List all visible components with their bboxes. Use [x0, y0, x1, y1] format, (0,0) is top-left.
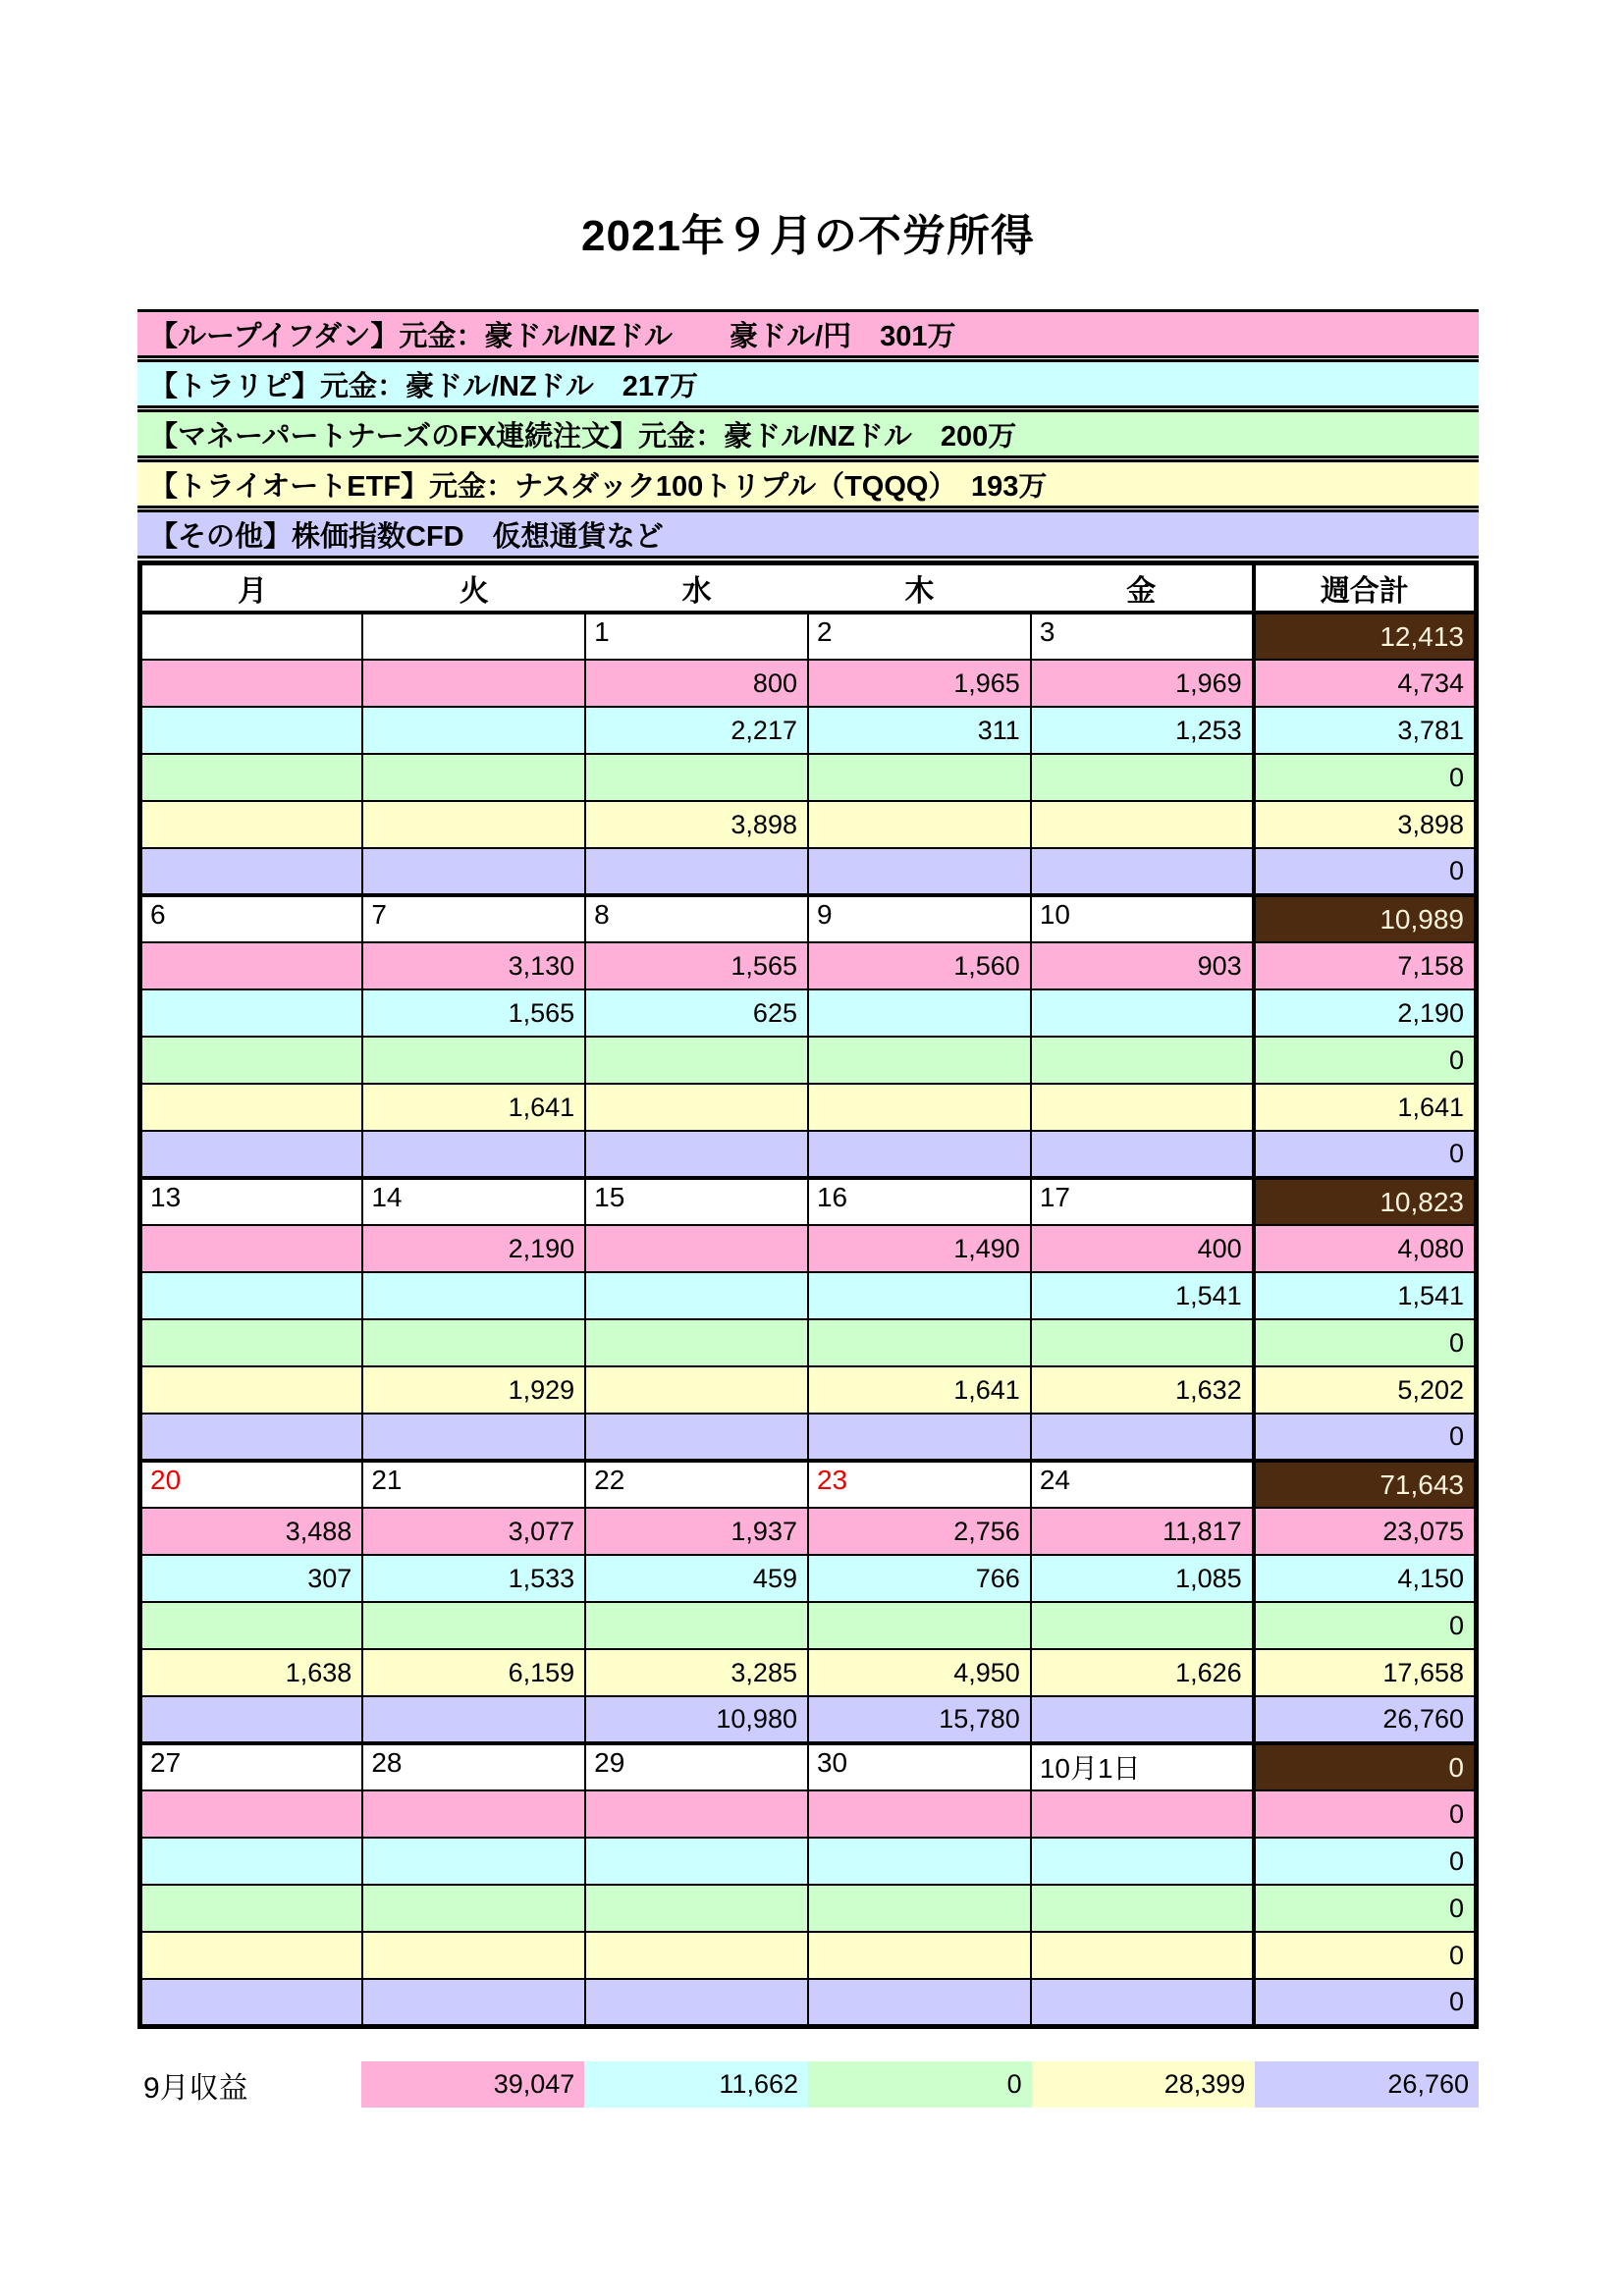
value-cell-trarip	[808, 1272, 1031, 1319]
value-cell-other	[362, 848, 585, 895]
legend-item-loop	[137, 309, 1479, 358]
col-header-tue: 火	[362, 563, 585, 614]
row-total-cell-moneypartners: 0	[1254, 1885, 1477, 1932]
day-cell: 23	[808, 1461, 1031, 1508]
monthly-summary-label: 9月収益	[143, 2071, 248, 2105]
value-cell-other	[1031, 1414, 1254, 1461]
value-cell-triauto	[585, 1084, 808, 1131]
day-cell: 6	[140, 895, 363, 942]
value-cell-loop	[585, 1225, 808, 1272]
value-cell-trarip	[362, 1838, 585, 1885]
week-3-row-moneypartners	[140, 1319, 1477, 1366]
value-cell-trarip	[585, 1272, 808, 1319]
value-cell-triauto	[140, 1932, 363, 1979]
value-cell-trarip: 1,085	[1031, 1555, 1254, 1602]
summary-value-loop: 39,047	[361, 2061, 585, 2108]
value-cell-moneypartners	[808, 754, 1031, 801]
legend-item-label: 【マネーパートナーズのFX連続注文】元金：豪ドル/NZドル 200万	[149, 420, 1017, 453]
value-cell-trarip: 311	[808, 707, 1031, 754]
value-cell-loop	[140, 660, 363, 707]
day-cell: 1	[585, 613, 808, 660]
week-3-row-loop	[140, 1225, 1477, 1272]
page-title: 2021年９月の不労所得	[581, 212, 1035, 260]
value-cell-triauto: 3,898	[585, 801, 808, 848]
value-cell-loop: 1,965	[808, 660, 1031, 707]
week-4-row-trarip	[140, 1555, 1477, 1602]
value-cell-trarip	[1031, 989, 1254, 1037]
day-cell: 24	[1031, 1461, 1254, 1508]
value-cell-moneypartners	[362, 754, 585, 801]
value-cell-triauto	[585, 1932, 808, 1979]
week-5-row-moneypartners	[140, 1885, 1477, 1932]
value-cell-triauto	[140, 1084, 363, 1131]
value-cell-loop	[362, 1790, 585, 1838]
row-total-cell-triauto: 17,658	[1254, 1649, 1477, 1696]
value-cell-other	[1031, 1131, 1254, 1178]
day-cell: 15	[585, 1178, 808, 1225]
value-cell-loop: 3,130	[362, 942, 585, 989]
day-cell: 3	[1031, 613, 1254, 660]
value-cell-loop	[808, 1790, 1031, 1838]
week-4-row-other	[140, 1696, 1477, 1743]
value-cell-trarip	[140, 1838, 363, 1885]
row-total-cell-trarip: 4,150	[1254, 1555, 1477, 1602]
week-1-row-trarip	[140, 707, 1477, 754]
row-total-cell-other: 0	[1254, 1979, 1477, 2026]
value-cell-triauto: 6,159	[362, 1649, 585, 1696]
col-header-wed: 水	[585, 563, 808, 614]
week-5-row-triauto	[140, 1932, 1477, 1979]
row-total-cell-other: 0	[1254, 1414, 1477, 1461]
day-cell: 28	[362, 1743, 585, 1790]
legend-item-label: 【ループイフダン】元金：豪ドル/NZドル 豪ドル/円 301万	[149, 320, 956, 352]
value-cell-loop	[140, 942, 363, 989]
value-cell-triauto	[1031, 801, 1254, 848]
value-cell-other	[1031, 1979, 1254, 2026]
value-cell-moneypartners	[362, 1319, 585, 1366]
row-total-cell-other: 0	[1254, 1131, 1477, 1178]
value-cell-other	[808, 848, 1031, 895]
value-cell-triauto: 1,626	[1031, 1649, 1254, 1696]
value-cell-loop: 1,490	[808, 1225, 1031, 1272]
col-header-mon: 月	[140, 563, 363, 614]
week-3-row-other	[140, 1414, 1477, 1461]
value-cell-moneypartners	[140, 1319, 363, 1366]
value-cell-triauto: 3,285	[585, 1649, 808, 1696]
value-cell-loop: 1,969	[1031, 660, 1254, 707]
value-cell-other	[585, 848, 808, 895]
value-cell-moneypartners	[1031, 1602, 1254, 1649]
day-cell: 7	[362, 895, 585, 942]
value-cell-other	[585, 1131, 808, 1178]
summary-value-moneypartners: 0	[808, 2061, 1032, 2108]
value-cell-other	[362, 1979, 585, 2026]
col-header-week-total: 週合計	[1254, 563, 1477, 614]
value-cell-other	[140, 1131, 363, 1178]
value-cell-trarip: 766	[808, 1555, 1031, 1602]
value-cell-other	[140, 1696, 363, 1743]
value-cell-loop: 3,077	[362, 1508, 585, 1555]
value-cell-other	[362, 1696, 585, 1743]
value-cell-other	[1031, 1696, 1254, 1743]
value-cell-other	[362, 1414, 585, 1461]
row-total-cell-triauto: 1,641	[1254, 1084, 1477, 1131]
day-cell: 8	[585, 895, 808, 942]
week-total-cell: 10,989	[1254, 895, 1477, 942]
week-4-day-row	[140, 1461, 1477, 1508]
row-total-cell-moneypartners: 0	[1254, 754, 1477, 801]
value-cell-other	[585, 1979, 808, 2026]
week-4-row-loop	[140, 1508, 1477, 1555]
value-cell-moneypartners	[1031, 1319, 1254, 1366]
row-total-cell-moneypartners: 0	[1254, 1602, 1477, 1649]
week-2-row-trarip	[140, 989, 1477, 1037]
week-5-row-loop	[140, 1790, 1477, 1838]
value-cell-moneypartners	[362, 1602, 585, 1649]
value-cell-trarip	[808, 1838, 1031, 1885]
week-1-day-row	[140, 613, 1477, 660]
value-cell-trarip	[140, 989, 363, 1037]
summary-value-trarip: 11,662	[584, 2061, 808, 2108]
day-cell: 20	[140, 1461, 363, 1508]
value-cell-loop: 1,937	[585, 1508, 808, 1555]
calendar-header-row	[140, 563, 1477, 614]
summary-value-triauto: 28,399	[1032, 2061, 1256, 2108]
legend-item-moneypartners	[137, 409, 1479, 458]
value-cell-loop: 1,565	[585, 942, 808, 989]
week-total-cell: 0	[1254, 1743, 1477, 1790]
category-legend	[137, 309, 1479, 560]
value-cell-loop: 3,488	[140, 1508, 363, 1555]
week-total-cell: 71,643	[1254, 1461, 1477, 1508]
value-cell-trarip: 1,541	[1031, 1272, 1254, 1319]
value-cell-trarip	[140, 1272, 363, 1319]
value-cell-moneypartners	[585, 754, 808, 801]
day-cell: 14	[362, 1178, 585, 1225]
value-cell-loop	[585, 1790, 808, 1838]
value-cell-triauto: 4,950	[808, 1649, 1031, 1696]
value-cell-moneypartners	[362, 1037, 585, 1084]
income-calendar	[137, 561, 1479, 2029]
value-cell-other	[808, 1131, 1031, 1178]
value-cell-triauto	[140, 1366, 363, 1414]
week-total-cell: 10,823	[1254, 1178, 1477, 1225]
week-1-row-other	[140, 848, 1477, 895]
value-cell-triauto	[808, 1084, 1031, 1131]
summary-value-other: 26,760	[1255, 2061, 1479, 2108]
day-cell: 10	[1031, 895, 1254, 942]
week-3-row-trarip	[140, 1272, 1477, 1319]
legend-item-triauto	[137, 459, 1479, 508]
value-cell-loop: 800	[585, 660, 808, 707]
day-cell	[140, 613, 363, 660]
value-cell-triauto	[1031, 1084, 1254, 1131]
calendar-header	[140, 563, 1477, 614]
value-cell-moneypartners	[140, 754, 363, 801]
day-cell: 21	[362, 1461, 585, 1508]
value-cell-moneypartners	[140, 1602, 363, 1649]
value-cell-trarip	[140, 707, 363, 754]
week-5-row-other	[140, 1979, 1477, 2026]
value-cell-trarip: 1,565	[362, 989, 585, 1037]
row-total-cell-trarip: 2,190	[1254, 989, 1477, 1037]
week-2-day-row	[140, 895, 1477, 942]
day-cell: 22	[585, 1461, 808, 1508]
col-header-thu: 木	[808, 563, 1031, 614]
week-1-row-triauto	[140, 801, 1477, 848]
value-cell-other: 15,780	[808, 1696, 1031, 1743]
value-cell-trarip: 1,533	[362, 1555, 585, 1602]
value-cell-triauto	[808, 801, 1031, 848]
value-cell-triauto: 1,641	[362, 1084, 585, 1131]
value-cell-loop: 2,756	[808, 1508, 1031, 1555]
row-total-cell-triauto: 0	[1254, 1932, 1477, 1979]
value-cell-moneypartners	[585, 1602, 808, 1649]
value-cell-trarip: 625	[585, 989, 808, 1037]
week-4-row-moneypartners	[140, 1602, 1477, 1649]
row-total-cell-other: 26,760	[1254, 1696, 1477, 1743]
value-cell-trarip	[585, 1838, 808, 1885]
value-cell-trarip: 459	[585, 1555, 808, 1602]
value-cell-moneypartners	[808, 1885, 1031, 1932]
row-total-cell-trarip: 0	[1254, 1838, 1477, 1885]
value-cell-trarip	[808, 989, 1031, 1037]
value-cell-moneypartners	[140, 1885, 363, 1932]
value-cell-loop: 1,560	[808, 942, 1031, 989]
monthly-summary-row	[137, 2061, 1479, 2108]
legend-item-label: 【トラリピ】元金：豪ドル/NZドル 217万	[149, 370, 699, 402]
week-2-row-triauto	[140, 1084, 1477, 1131]
value-cell-other	[140, 1979, 363, 2026]
week-1-row-loop	[140, 660, 1477, 707]
value-cell-other	[808, 1979, 1031, 2026]
value-cell-loop: 903	[1031, 942, 1254, 989]
week-2-row-moneypartners	[140, 1037, 1477, 1084]
day-cell: 16	[808, 1178, 1031, 1225]
day-cell: 29	[585, 1743, 808, 1790]
value-cell-moneypartners	[585, 1037, 808, 1084]
value-cell-moneypartners	[140, 1037, 363, 1084]
value-cell-moneypartners	[808, 1037, 1031, 1084]
week-2-row-loop	[140, 942, 1477, 989]
calendar-body	[140, 613, 1477, 2026]
value-cell-loop	[1031, 1790, 1254, 1838]
week-5-row-trarip	[140, 1838, 1477, 1885]
week-2-row-other	[140, 1131, 1477, 1178]
row-total-cell-loop: 7,158	[1254, 942, 1477, 989]
value-cell-loop: 11,817	[1031, 1508, 1254, 1555]
day-cell: 10月1日	[1031, 1743, 1254, 1790]
week-total-cell: 12,413	[1254, 613, 1477, 660]
value-cell-triauto	[362, 801, 585, 848]
row-total-cell-triauto: 3,898	[1254, 801, 1477, 848]
value-cell-triauto	[362, 1932, 585, 1979]
legend-item-label: 【トライオートETF】元金：ナスダック100トリプル（TQQQ） 193万	[149, 470, 1048, 503]
value-cell-moneypartners	[808, 1602, 1031, 1649]
value-cell-triauto	[140, 801, 363, 848]
day-cell: 17	[1031, 1178, 1254, 1225]
value-cell-moneypartners	[585, 1319, 808, 1366]
value-cell-loop: 400	[1031, 1225, 1254, 1272]
value-cell-trarip: 1,253	[1031, 707, 1254, 754]
legend-item-trarip	[137, 359, 1479, 408]
week-1-row-moneypartners	[140, 754, 1477, 801]
row-total-cell-loop: 4,734	[1254, 660, 1477, 707]
row-total-cell-moneypartners: 0	[1254, 1319, 1477, 1366]
row-total-cell-triauto: 5,202	[1254, 1366, 1477, 1414]
value-cell-loop	[140, 1225, 363, 1272]
row-total-cell-loop: 4,080	[1254, 1225, 1477, 1272]
week-5-day-row	[140, 1743, 1477, 1790]
value-cell-loop	[362, 660, 585, 707]
value-cell-other	[140, 848, 363, 895]
value-cell-moneypartners	[362, 1885, 585, 1932]
week-3-row-triauto	[140, 1366, 1477, 1414]
week-3-day-row	[140, 1178, 1477, 1225]
row-total-cell-trarip: 3,781	[1254, 707, 1477, 754]
week-4-row-triauto	[140, 1649, 1477, 1696]
value-cell-moneypartners	[1031, 1885, 1254, 1932]
value-cell-trarip	[362, 1272, 585, 1319]
value-cell-triauto	[808, 1932, 1031, 1979]
day-cell: 30	[808, 1743, 1031, 1790]
legend-item-other	[137, 509, 1479, 559]
day-cell: 2	[808, 613, 1031, 660]
value-cell-trarip	[1031, 1838, 1254, 1885]
value-cell-trarip: 2,217	[585, 707, 808, 754]
value-cell-moneypartners	[585, 1885, 808, 1932]
value-cell-triauto: 1,632	[1031, 1366, 1254, 1414]
value-cell-loop: 2,190	[362, 1225, 585, 1272]
value-cell-triauto	[585, 1366, 808, 1414]
row-total-cell-other: 0	[1254, 848, 1477, 895]
value-cell-other	[585, 1414, 808, 1461]
value-cell-other	[140, 1414, 363, 1461]
col-header-fri: 金	[1031, 563, 1254, 614]
value-cell-trarip: 307	[140, 1555, 363, 1602]
value-cell-other	[808, 1414, 1031, 1461]
row-total-cell-loop: 23,075	[1254, 1508, 1477, 1555]
day-cell	[362, 613, 585, 660]
legend-item-label: 【その他】株価指数CFD 仮想通貨など	[149, 520, 664, 553]
value-cell-moneypartners	[1031, 1037, 1254, 1084]
value-cell-moneypartners	[1031, 754, 1254, 801]
value-cell-triauto: 1,641	[808, 1366, 1031, 1414]
row-total-cell-loop: 0	[1254, 1790, 1477, 1838]
row-total-cell-moneypartners: 0	[1254, 1037, 1477, 1084]
calendar-table	[137, 561, 1479, 2029]
value-cell-other	[1031, 848, 1254, 895]
day-cell: 13	[140, 1178, 363, 1225]
value-cell-triauto	[1031, 1932, 1254, 1979]
day-cell: 9	[808, 895, 1031, 942]
value-cell-loop	[140, 1790, 363, 1838]
day-cell: 27	[140, 1743, 363, 1790]
value-cell-moneypartners	[808, 1319, 1031, 1366]
value-cell-other: 10,980	[585, 1696, 808, 1743]
value-cell-trarip	[362, 707, 585, 754]
row-total-cell-trarip: 1,541	[1254, 1272, 1477, 1319]
value-cell-triauto: 1,929	[362, 1366, 585, 1414]
value-cell-other	[362, 1131, 585, 1178]
value-cell-triauto: 1,638	[140, 1649, 363, 1696]
